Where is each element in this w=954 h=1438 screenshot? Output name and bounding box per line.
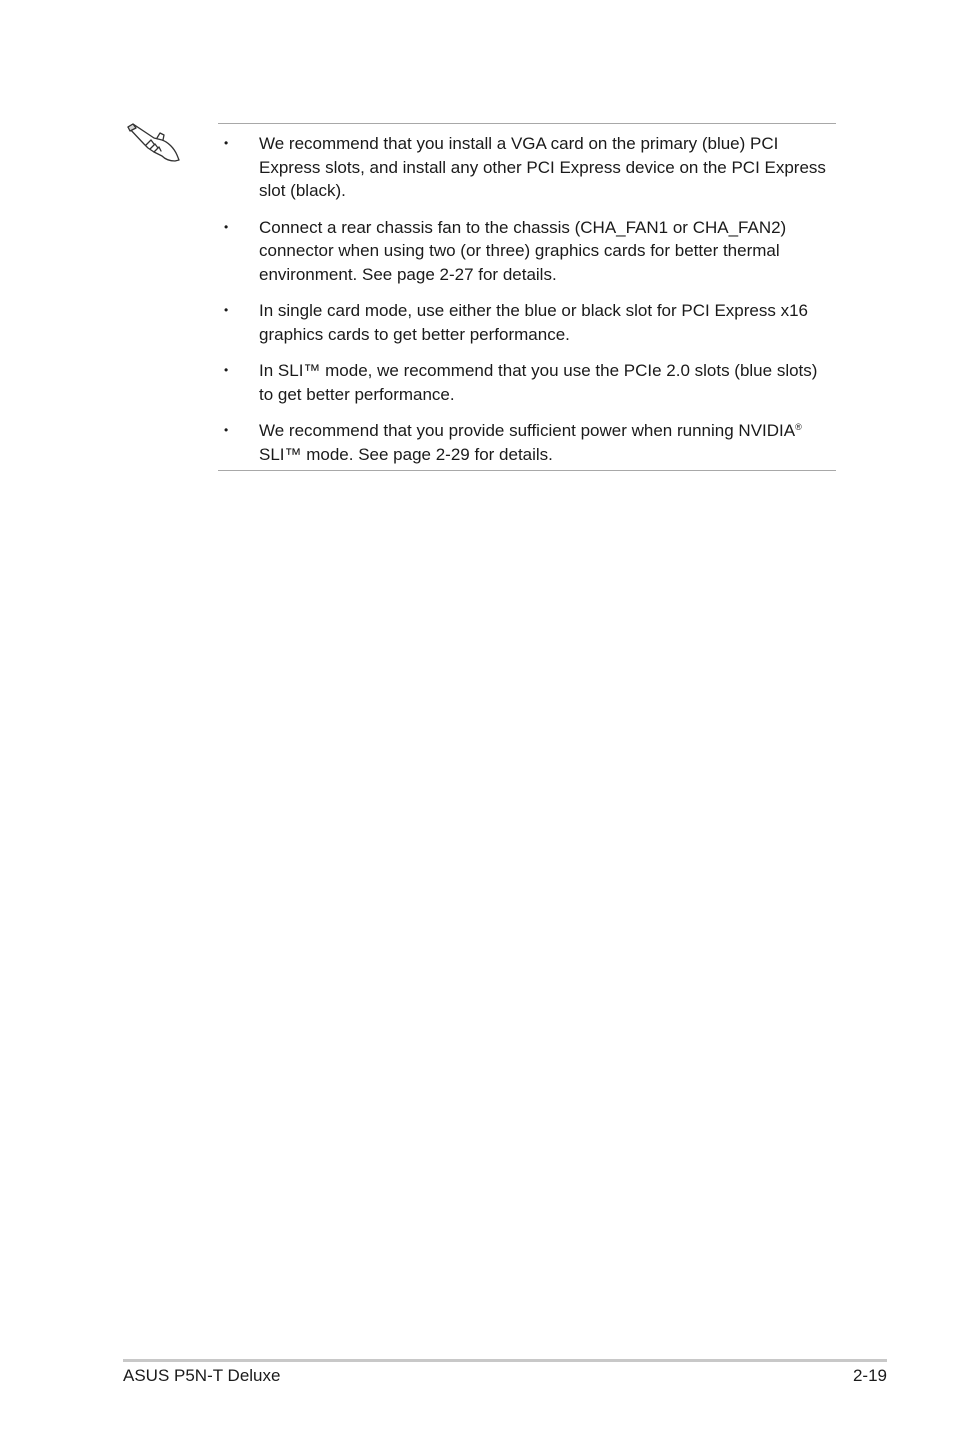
- list-item: [218, 216, 836, 287]
- footer-product-name: ASUS P5N-T Deluxe: [123, 1366, 281, 1385]
- note-list: [218, 132, 836, 479]
- note-box: [218, 123, 836, 471]
- list-item: [218, 299, 836, 346]
- note-text: We recommend that you provide sufficient power when running NVIDIA: [259, 421, 796, 440]
- list-item: [218, 419, 836, 466]
- bullet: •: [224, 219, 229, 234]
- note-text: In single card mode, use either the blue or black slot for PCI Express x16 graphics cards to get better performance.: [259, 301, 808, 344]
- note-text: In SLI™ mode, we recommend that you use the PCIe 2.0 slots (blue slots) to get better performance.: [259, 361, 818, 404]
- list-item: [218, 132, 836, 203]
- registered-mark: ®: [795, 422, 802, 432]
- note-text: We recommend that you install a VGA card on the primary (blue) PCI Express slots, and install any other PCI Express device on the PCI Express slot (black).: [259, 134, 826, 200]
- bullet: •: [224, 363, 229, 377]
- footer-divider: [123, 1359, 887, 1362]
- page-number: 2-19: [852, 1366, 887, 1385]
- note-text: Connect a rear chassis fan to the chassis (CHA_FAN1 or CHA_FAN2) connector when using two (or three) graphics cards for better thermal environment. See page 2-27 for details.: [259, 217, 787, 284]
- bullet: •: [224, 136, 229, 150]
- note-text-continued: SLI™ mode. See page 2-29 for details.: [259, 444, 553, 464]
- bullet: •: [224, 423, 229, 437]
- bullet: •: [224, 303, 229, 317]
- pointing-hand-icon: [124, 118, 182, 166]
- list-item: [218, 359, 836, 406]
